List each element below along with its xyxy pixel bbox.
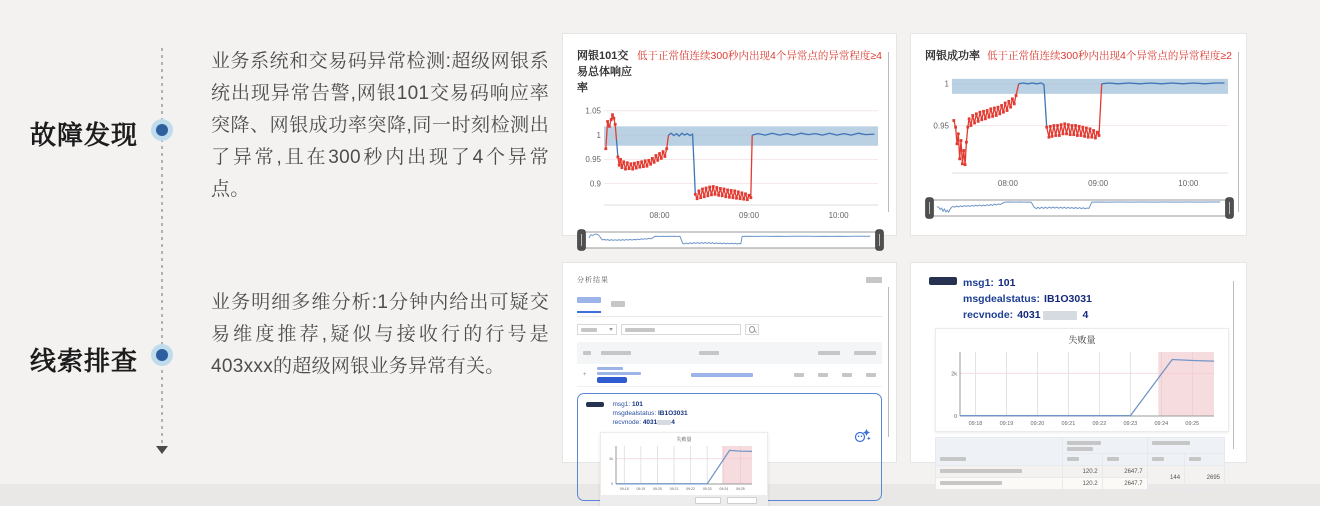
svg-text:0.9: 0.9 [589,179,601,189]
redaction-box [657,420,671,425]
collapse-button[interactable] [866,277,882,283]
svg-text:08:00: 08:00 [649,211,670,220]
mini-chart-card [600,432,768,506]
svg-text:09:24: 09:24 [719,487,729,491]
chart-title: 失败量 [1068,335,1096,345]
svg-text:09:24: 09:24 [1154,421,1169,427]
arrow-down-icon [156,446,168,454]
svg-text:10:00: 10:00 [828,211,849,220]
description-clue-investigation: 业务明细多维分析:1分钟内给出可疑交易维度推荐,疑似与接收行的行号是403xxx的超级网银业务异常有关。 [211,292,549,377]
screenshot-card-dimension-detail: msg1: 101 msgdealstatus: IB1O3031 recvnode: 4031 4 失败量 2k 0 09:18 09:19 09:20 09:21 09:22 09:23 09:24 09:25 120.2 2647.7 144 2695 120.2 2647.7 [910,262,1247,463]
failure-volume-chart [938,347,1220,429]
svg-text:09:00: 09:00 [1088,179,1109,188]
svg-text:09:23: 09:23 [702,487,712,491]
anomaly-alert-text: 低于正常值连续300秒内出现4个异常点的异常程度≥4 [637,50,882,62]
screenshot-card-response-rate [562,33,897,236]
svg-text:09:21: 09:21 [669,487,679,491]
rule-link[interactable] [691,373,753,377]
svg-text:09:20: 09:20 [653,487,662,491]
svg-text:09:21: 09:21 [1061,421,1076,427]
search-icon [749,326,755,333]
success-rate-line-chart [925,67,1234,194]
footer-button[interactable] [727,497,757,504]
mini-chart-footer [601,495,767,505]
description-fault-discovery: 业务系统和交易码异常检测:超级网银系统出现异常告警,网银101交易码响应率突降、网银成功率突降,同一时刻检测出了异常,且在300秒内出现了4个异常点。 [211,51,549,200]
response-rate-line-chart [577,99,884,226]
chart-title: 网银101交易总体响应率 [577,50,632,94]
window-edge-line [888,52,889,212]
svg-text:0: 0 [611,482,613,487]
svg-text:2k: 2k [609,456,613,461]
screenshot-card-analysis-result [562,262,897,491]
timeline-dot-2 [151,344,173,366]
dimension-stats-table [935,437,1225,490]
svg-text:2k: 2k [951,371,957,378]
timeline-dot-1 [151,119,173,141]
search-input[interactable] [621,324,741,335]
svg-text:09:25: 09:25 [1185,421,1200,427]
filter-select[interactable] [577,324,617,335]
svg-text:09:20: 09:20 [1030,421,1045,427]
drilldown-badge[interactable] [597,377,627,383]
svg-text:09:23: 09:23 [1123,421,1138,427]
svg-text:09:22: 09:22 [686,487,696,491]
svg-text:09:19: 09:19 [636,487,646,491]
svg-text:1.05: 1.05 [585,106,601,116]
table-header [577,342,882,364]
window-edge-line [888,287,889,437]
screenshot-card-success-rate [910,33,1247,236]
svg-text:1: 1 [944,79,949,89]
svg-text:09:25: 09:25 [736,487,745,491]
mini-chart-title: 失败量 [676,437,692,443]
anomaly-alert-text: 低于正常值连续300秒内出现4个异常点的异常程度≥2 [987,50,1232,62]
svg-text:09:19: 09:19 [999,421,1014,427]
svg-text:09:18: 09:18 [619,487,629,491]
svg-text:0.95: 0.95 [933,121,949,131]
table-row[interactable]: 120.2 2647.7 144 2695 [936,466,1225,478]
tab-bar [577,291,882,317]
search-button[interactable] [745,324,759,335]
range-navigator[interactable] [577,229,884,255]
detail-badge [929,277,957,285]
diagnose-icon[interactable] [853,428,871,444]
expanded-detail-panel: msg1: 101 msgdealstatus: IB1O3031 recvnode: 4031 4 失败量 2k 0 09:18 09:19 09:20 09:21 09:22 09:23 09:24 09:25 [577,393,882,501]
expander-icon[interactable]: + [583,372,587,378]
chart-title: 网银成功率 [925,50,980,62]
svg-text:0: 0 [953,413,957,420]
footer-button[interactable] [695,497,721,504]
detail-badge [586,402,604,407]
tab-metric[interactable] [611,295,625,313]
dimension-cell [597,367,641,383]
svg-text:1: 1 [596,130,601,140]
timeline-dashed-line [161,48,163,446]
chevron-down-icon [609,328,613,331]
svg-text:09:22: 09:22 [1092,421,1107,427]
svg-text:08:00: 08:00 [997,179,1018,188]
window-edge-line [1238,52,1239,212]
stage-label-fault-discovery: 故障发现 [30,120,139,150]
svg-text:10:00: 10:00 [1178,179,1199,188]
stage-label-clue-investigation: 线索排查 [30,346,139,376]
window-edge-line [1233,281,1234,449]
svg-text:0.95: 0.95 [585,155,601,165]
panel-title: 分析结果 [577,277,609,284]
table-row[interactable] [577,364,882,387]
tab-dimension-recommend[interactable] [577,291,601,313]
table-row[interactable]: 120.2 2647.7 [936,478,1225,490]
range-navigator[interactable] [925,197,1234,223]
svg-text:09:18: 09:18 [968,421,983,427]
svg-text:09:00: 09:00 [739,211,760,220]
failure-volume-mini-chart [605,443,755,493]
failure-chart-card [935,328,1229,432]
redaction-box [1043,311,1077,320]
